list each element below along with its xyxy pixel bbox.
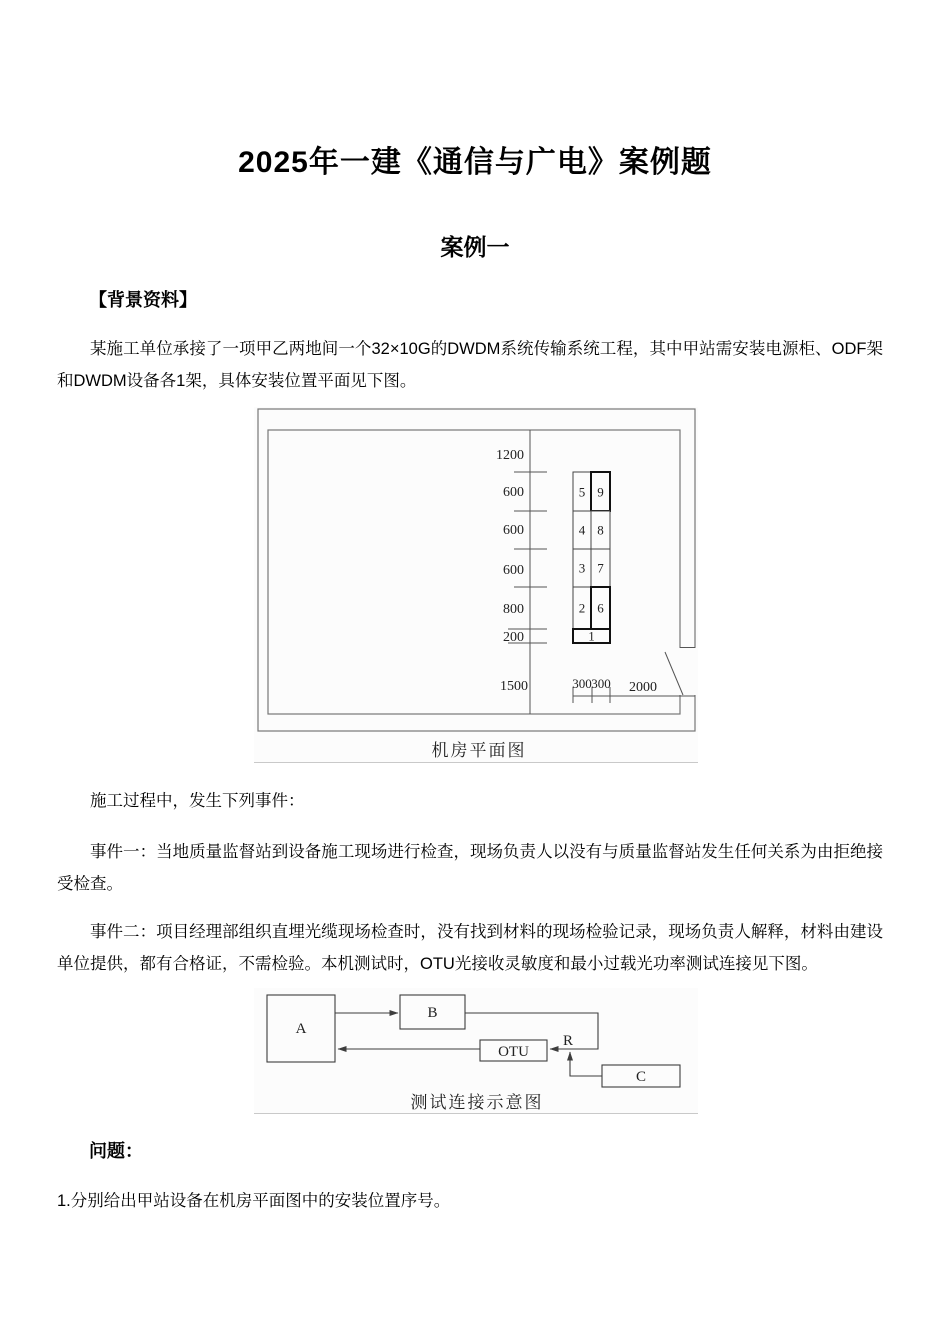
- rack-label-8: 8: [597, 522, 604, 538]
- dim-label-1200: 1200: [496, 448, 524, 463]
- box-a-label: A: [295, 1021, 307, 1037]
- box-otu-label: OTU: [498, 1044, 529, 1060]
- dim-label-300b: 300: [591, 676, 611, 691]
- background-heading: 【背景资料】: [89, 290, 197, 310]
- event2-paragraph: 事件二：项目经理部组织直埋光缆现场检查时，没有找到材料的现场检验记录，现场负责人解释，材料由建设单位提供，都有合格证，不需检验。本机测试时，OTU光接收灵敏度和最小过载光功率测试连接见下图。: [57, 923, 883, 973]
- rack-label-3: 3: [578, 560, 586, 576]
- point-r-label: R: [562, 1033, 574, 1049]
- test-connection-caption: 测试连接示意图: [410, 1093, 544, 1112]
- dim-label-600c: 600: [503, 563, 524, 578]
- dim-label-200: 200: [503, 630, 524, 645]
- rack-label-1: 1: [588, 628, 595, 644]
- question1: 1.分别给出甲站设备在机房平面图中的安装位置序号。: [57, 1192, 451, 1210]
- room-inner-wall: [268, 430, 680, 714]
- rack-label-4: 4: [578, 522, 586, 538]
- dim-label-300a: 300: [572, 676, 592, 691]
- intro-paragraph: 某施工单位承接了一项甲乙两地间一个32×10G的DWDM系统传输系统工程，其中甲站需安装电源柜、ODF架和DWDM设备各1架，具体安装位置平面见下图。: [57, 340, 883, 390]
- arrow-c-to-junction: [570, 1052, 602, 1076]
- floor-plan-figure: [254, 407, 698, 763]
- event1-paragraph: 事件一：当地质量监督站到设备施工现场进行检查，现场负责人以没有与质量监督站发生任何关系为由拒绝接受检查。: [57, 843, 883, 893]
- test-connection-drawing: [254, 988, 698, 1113]
- test-connection-figure: [254, 988, 698, 1114]
- case-heading: 案例一: [440, 234, 510, 260]
- rack-label-6: 6: [597, 600, 604, 616]
- rack-label-2: 2: [578, 600, 586, 616]
- floor-plan-caption: 机房平面图: [431, 741, 527, 760]
- rack-label-9: 9: [597, 484, 604, 500]
- dim-label-600a: 600: [503, 485, 524, 500]
- process-line: 施工过程中，发生下列事件：: [90, 792, 305, 810]
- document-title: 2025年一建《通信与广电》案例题: [238, 146, 712, 179]
- dim-label-2000: 2000: [629, 680, 657, 695]
- rack-label-7: 7: [597, 560, 604, 576]
- floor-plan-drawing: [254, 407, 698, 762]
- connection-lines: [335, 1013, 602, 1076]
- rack-grid: [573, 472, 610, 644]
- dim-label-800: 800: [503, 602, 524, 617]
- box-c-label: C: [635, 1069, 647, 1085]
- vertical-dimension-labels: [496, 448, 528, 694]
- dim-label-600b: 600: [503, 523, 524, 538]
- dim-label-1500: 1500: [500, 679, 528, 694]
- arrow-b-to-otu: [465, 1013, 598, 1049]
- questions-heading: 问题：: [89, 1141, 143, 1161]
- box-b-label: B: [427, 1005, 438, 1021]
- rack-label-5: 5: [578, 484, 586, 500]
- door-opening: [673, 648, 698, 695]
